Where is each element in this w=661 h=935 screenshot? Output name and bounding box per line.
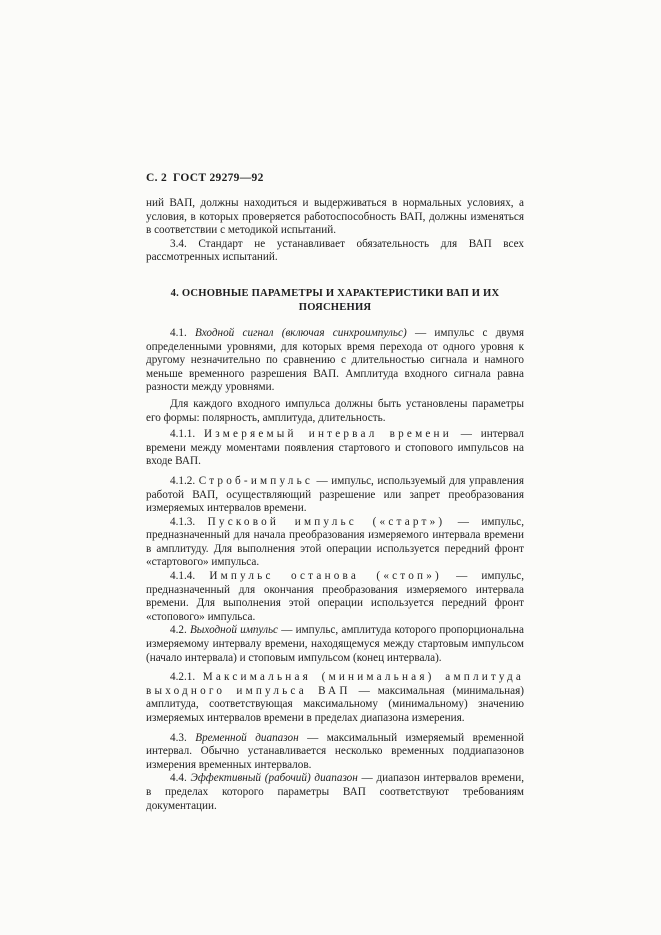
intro-paragraph: ний ВАП, должны находиться и выдерживаться в нормальных условиях, а условия, в которых проверяется работоспособность ВАП, должны изменяться в соответствии с методикой испытаний. (146, 197, 524, 237)
clause-number: 4.2. (170, 624, 187, 637)
paragraph-4-1-3 (146, 516, 524, 570)
term: Входной сигнал (включая синхроимпульс) (195, 326, 407, 339)
term: Строб-импульс (198, 474, 314, 487)
clause-number: 4.1. (170, 326, 187, 339)
definition: — импульс с двумя определенными уровнями, для которых время перехода от одного уровня к другому незначительно по сравнению с длительностью сигнала и намного меньше временного разрешения ВАП. Амплитуда входного сигнала равна разности между уровнями. (146, 326, 524, 394)
definition: — импульс, предназначенный для окончания преобразования измеряемого интервала времени. Для выполнения этой операции используется передний фронт «стопового» импульса. (146, 570, 525, 623)
term: Измеряемый интервал времени (204, 428, 452, 441)
term: Выходной импульс (189, 624, 279, 637)
term: Эффективный (рабочий) диапазон (190, 772, 358, 785)
clause-number: 4.1.1. (170, 428, 196, 441)
definition: — импульс, амплитуда которого пропорциональна измеряемому интервалу времени, находящемуся между стартовым импульсом (начало интервала) и стоповым импульсом (конец интервала). (146, 624, 524, 664)
definition: — диапазон интервалов времени, в пределах которого параметры ВАП соответствуют требованиям документации. (146, 772, 525, 812)
paragraph-4-1 (146, 327, 524, 395)
clause-number: 4.2.1. (170, 671, 196, 684)
term: Пусковой импульс («старт») (207, 515, 446, 528)
term: Временной диапазон (195, 731, 299, 744)
paragraph-4-2 (146, 624, 524, 665)
page-number: С. 2 (146, 172, 168, 184)
page-header (146, 172, 264, 184)
paragraph-4-4 (146, 772, 524, 813)
paragraph-3-4: 3.4. Стандарт не устанавливает обязательность для ВАП всех рассмотренных испытаний. (146, 237, 524, 264)
paragraph-4-1-1 (146, 428, 524, 469)
document-body (146, 197, 524, 813)
paragraph-4-1-4 (146, 570, 524, 624)
paragraph-parameters: Для каждого входного импульса должны быть установлены параметры его формы: полярность, амплитуда, длительность. (146, 397, 524, 424)
clause-number: 4.1.3. (170, 515, 196, 528)
clause-number: 4.1.2. (170, 474, 196, 487)
clause-number: 4.3. (170, 731, 187, 744)
definition: — импульс, используемый для управления работой ВАП, осуществляющий разрешение или запрет преобразования измеряемых интервалов времени. (146, 474, 525, 515)
definition: — импульс, предназначенный для начала преобразования измеряемого интервала времени в амплитуду. Для выполнения этой операции используется передний фронт «стартового» импульса. (146, 515, 524, 569)
clause-number: 4.4. (170, 772, 187, 785)
definition: — максимальная (минимальная) амплитуда, соответствующая максимальному (минимальному) значению измеряемых интервалов времени в пределах диапазона измерения. (146, 684, 524, 724)
definition: — интервал времени между моментами появления стартового и стопового импульсов на входе ВАП. (146, 428, 524, 468)
definition: — максимальный измеряемый временной интервал. Обычно устанавливается несколько временных поддиапазонов измерения временных интервалов. (146, 731, 525, 771)
clause-number: 4.1.4. (170, 570, 196, 583)
section-heading: 4. ОСНОВНЫЕ ПАРАМЕТРЫ И ХАРАКТЕРИСТИКИ ВАП И ИХ ПОЯСНЕНИЯ (170, 287, 500, 313)
paragraph-4-3 (146, 732, 524, 773)
term: Импульс останова («стоп») (209, 570, 442, 583)
paragraph-4-1-2 (146, 475, 524, 516)
paragraph-4-2-1 (146, 671, 524, 725)
term: Максимальная (минимальная) амплитуда выходного импульса ВАП (146, 671, 525, 697)
standard-id: ГОСТ 29279—92 (173, 172, 264, 184)
